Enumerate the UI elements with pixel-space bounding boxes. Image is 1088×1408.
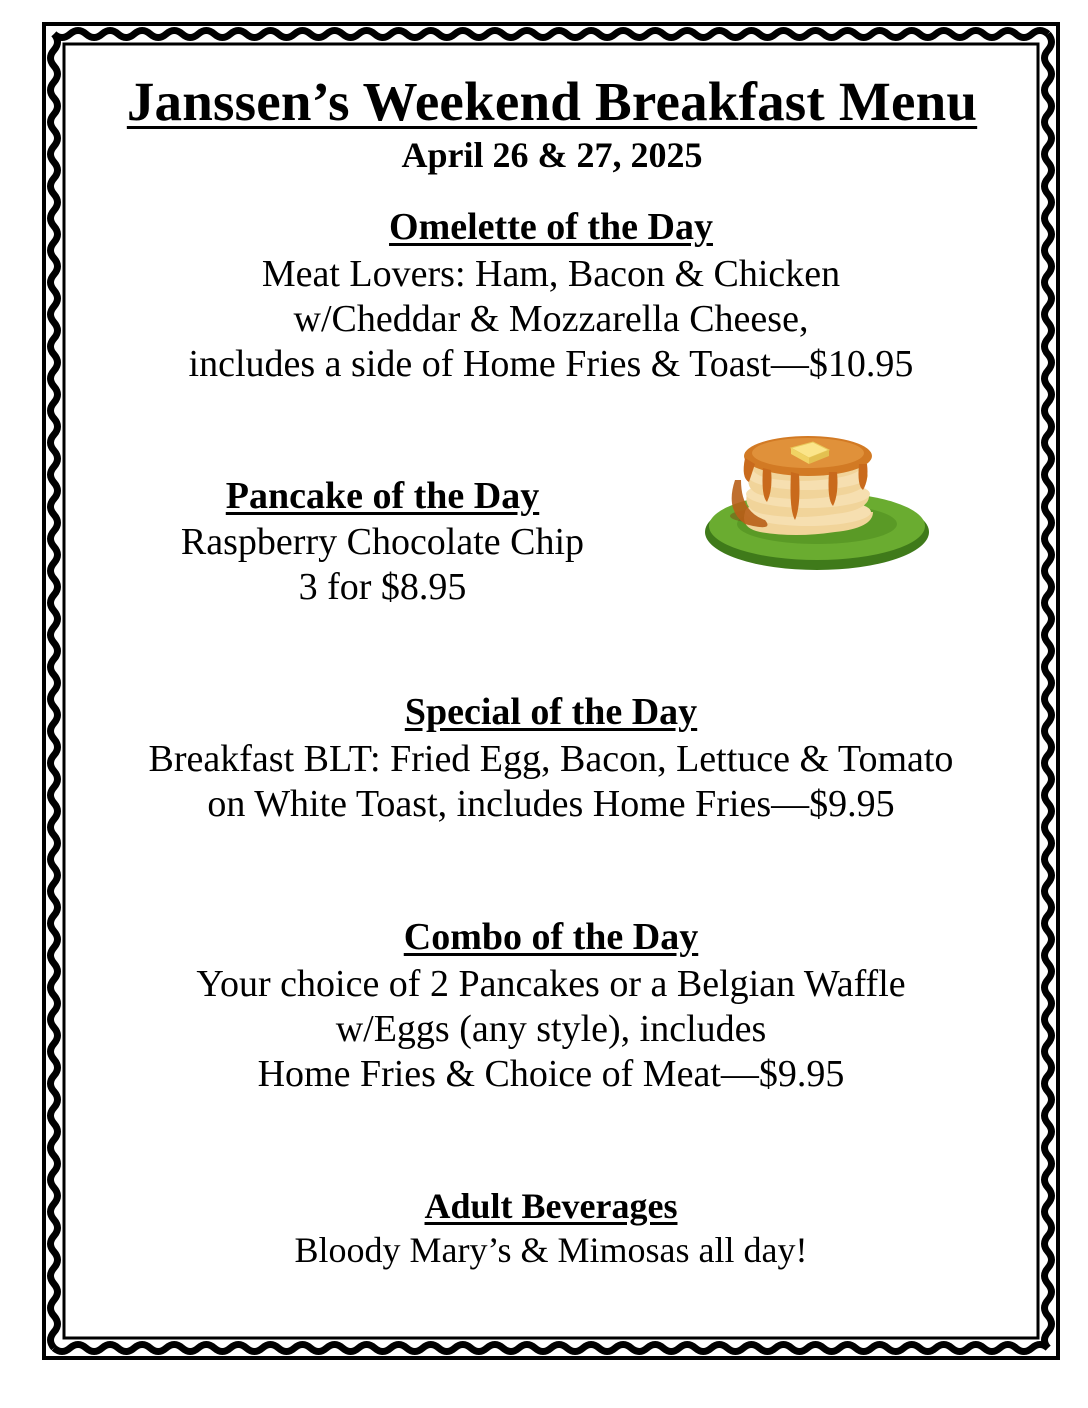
combo-heading: Combo of the Day (403, 916, 699, 958)
omelette-heading: Omelette of the Day (389, 206, 713, 248)
pancake-line: 3 for $8.95 (298, 566, 467, 608)
special-line: Breakfast BLT: Fried Egg, Bacon, Lettuce & Tomato (148, 738, 954, 780)
combo-section (60, 912, 1042, 1097)
omelette-line: w/Cheddar & Mozzarella Cheese, (293, 298, 809, 340)
omelette-line: includes a side of Home Fries & Toast—$10.95 (188, 343, 914, 385)
omelette-section (60, 202, 1042, 387)
beverages-section (60, 1184, 1042, 1273)
omelette-line: Meat Lovers: Ham, Bacon & Chicken (261, 253, 841, 295)
beverages-line: Bloody Mary’s & Mimosas all day! (294, 1230, 808, 1270)
combo-line: w/Eggs (any style), includes (335, 1008, 767, 1050)
combo-line: Your choice of 2 Pancakes or a Belgian Waffle (196, 963, 906, 1005)
pancake-line: Raspberry Chocolate Chip (180, 521, 585, 563)
special-section (60, 687, 1042, 827)
menu-date: April 26 & 27, 2025 (401, 135, 703, 175)
special-heading: Special of the Day (404, 691, 698, 733)
pancake-section (120, 472, 645, 610)
pancake-stack-icon (705, 420, 935, 575)
pancake-heading: Pancake of the Day (225, 475, 540, 517)
combo-line: Home Fries & Choice of Meat—$9.95 (257, 1053, 845, 1095)
menu-title: Janssen’s Weekend Breakfast Menu (126, 71, 978, 132)
special-line: on White Toast, includes Home Fries—$9.95 (207, 783, 895, 825)
beverages-heading: Adult Beverages (424, 1186, 678, 1226)
